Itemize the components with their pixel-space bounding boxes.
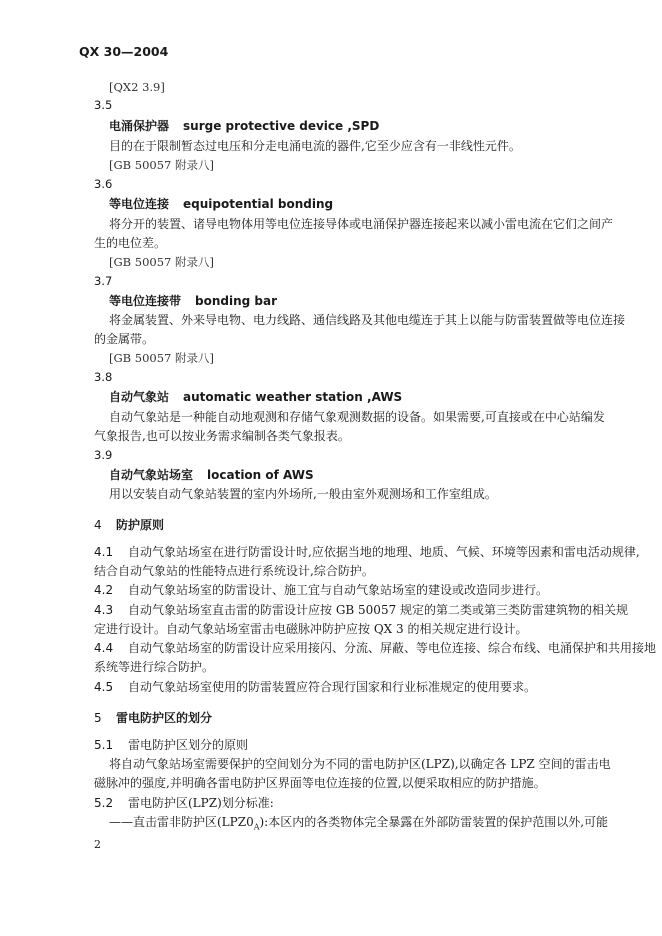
term-definition: 用以安装自动气象站装置的室内外场所,一般由室外观测场和工作室组成。 — [109, 487, 497, 501]
term-heading — [109, 468, 314, 482]
term-en: automatic weather station ,AWS — [183, 390, 403, 404]
term-definition-cont: 生的电位差。 — [94, 236, 167, 250]
section-heading — [94, 711, 212, 725]
clause-text: 自动气象站场室在进行防雷设计时,应依据当地的地理、地质、气候、环境等因素和雷电活动规律, — [128, 545, 640, 559]
term-definition: 自动气象站是一种能自动地观测和存储气象观测数据的设备。如果需要,可直接或在中心站编发 — [109, 410, 605, 424]
clause-cont: 磁脉冲的强度,并明确各雷电防护区界面等电位连接的位置,以便采取相应的防护措施。 — [94, 776, 546, 790]
term-heading — [109, 119, 379, 133]
term-reference: [GB 50057 附录八] — [109, 351, 215, 365]
clause-number: 4.1 — [94, 545, 114, 559]
section-title: 雷电防护区的划分 — [116, 711, 213, 725]
clause — [94, 641, 656, 655]
clause-cont: 结合自动气象站的性能特点进行系统设计,综合防护。 — [94, 564, 374, 578]
clause-text: 自动气象站场室使用的防雷装置应符合现行国家和行业标准规定的使用要求。 — [128, 680, 537, 694]
clause — [94, 738, 248, 752]
term-number: 3.7 — [94, 274, 113, 288]
term-cn: 等电位连接 — [109, 197, 170, 211]
term-number: 3.8 — [94, 370, 113, 384]
term-definition: 目的在于限制暂态过电压和分走电涌电流的器件,它至少应含有一非线性元件。 — [109, 139, 521, 153]
clause — [94, 583, 548, 597]
term-definition: 将分开的装置、诸导电物体用等电位连接导体或电涌保护器连接起来以减小雷电流在它们之间产 — [109, 217, 614, 231]
term-reference: [GB 50057 附录八] — [109, 255, 215, 269]
term-heading — [109, 294, 277, 308]
term-definition-cont: 气象报告,也可以按业务需求编制各类气象报表。 — [94, 429, 350, 443]
term-cn: 自动气象站 — [109, 390, 170, 404]
term-definition-cont: 的金属带。 — [94, 332, 155, 346]
clause-text: 将自动气象站场室需要保护的空间划分为不同的雷电防护区(LPZ),以确定各 LPZ 空间的雷击电 — [109, 757, 611, 771]
clause — [94, 545, 640, 559]
term-en: equipotential bonding — [183, 197, 334, 211]
term-number: 3.6 — [94, 177, 113, 191]
term-en: bonding bar — [195, 294, 278, 308]
clause-cont: 系统等进行综合防护。 — [94, 660, 215, 674]
term-cn: 电涌保护器 — [109, 119, 170, 133]
term-reference: [QX2 3.9] — [109, 80, 165, 94]
clause-title: 雷电防护区划分的原则 — [128, 738, 249, 752]
term-number: 3.9 — [94, 448, 113, 462]
term-heading — [109, 197, 333, 211]
clause-number: 4.2 — [94, 583, 114, 597]
clause-number: 5.1 — [94, 738, 114, 752]
section-title: 防护原则 — [116, 518, 165, 532]
clause — [94, 796, 274, 810]
running-header: QX 30—2004 — [79, 44, 169, 59]
term-cn: 自动气象站场室 — [109, 468, 194, 482]
list-item-lead: ——直击雷非防护区(LPZ0 — [109, 815, 254, 829]
clause-number: 4.3 — [94, 603, 114, 617]
term-reference: [GB 50057 附录八] — [109, 158, 215, 172]
list-item-text: ):本区内的各类物体完全暴露在外部防雷装置的保护范围以外,可能 — [259, 815, 609, 829]
clause-text: 自动气象站场室的防雷设计、施工宜与自动气象站场室的建设或改造同步进行。 — [128, 583, 549, 597]
page-number: 2 — [94, 838, 101, 851]
term-cn: 等电位连接带 — [109, 294, 182, 308]
term-en: location of AWS — [207, 468, 314, 482]
clause-number: 4.5 — [94, 680, 114, 694]
term-heading — [109, 390, 402, 404]
section-number: 4 — [94, 518, 102, 532]
section-heading — [94, 518, 164, 532]
clause-number: 5.2 — [94, 796, 114, 810]
clause-title: 雷电防护区(LPZ)划分标准: — [128, 796, 274, 810]
clause-text: 自动气象站场室直击雷的防雷设计应按 GB 50057 规定的第二类或第三类防雷建筑物的相关规 — [128, 603, 629, 617]
clause-number: 4.4 — [94, 641, 114, 655]
list-item-subscript: A — [253, 822, 260, 832]
clause — [94, 603, 628, 617]
term-definition: 将金属装置、外来导电物、电力线路、通信线路及其他电缆连于其上以能与防雷装置做等电位连接 — [109, 313, 626, 327]
list-item — [109, 815, 608, 834]
section-number: 5 — [94, 711, 102, 725]
term-number: 3.5 — [94, 98, 113, 112]
term-en: surge protective device ,SPD — [183, 119, 380, 133]
clause-cont: 定进行设计。自动气象站场室雷击电磁脉冲防护应按 QX 3 的相关规定进行设计。 — [94, 622, 528, 636]
clause — [94, 680, 536, 694]
clause-text: 自动气象站场室的防雷设计应采用接闪、分流、屏蔽、等电位连接、综合布线、电涌保护和共用接地 — [128, 641, 657, 655]
